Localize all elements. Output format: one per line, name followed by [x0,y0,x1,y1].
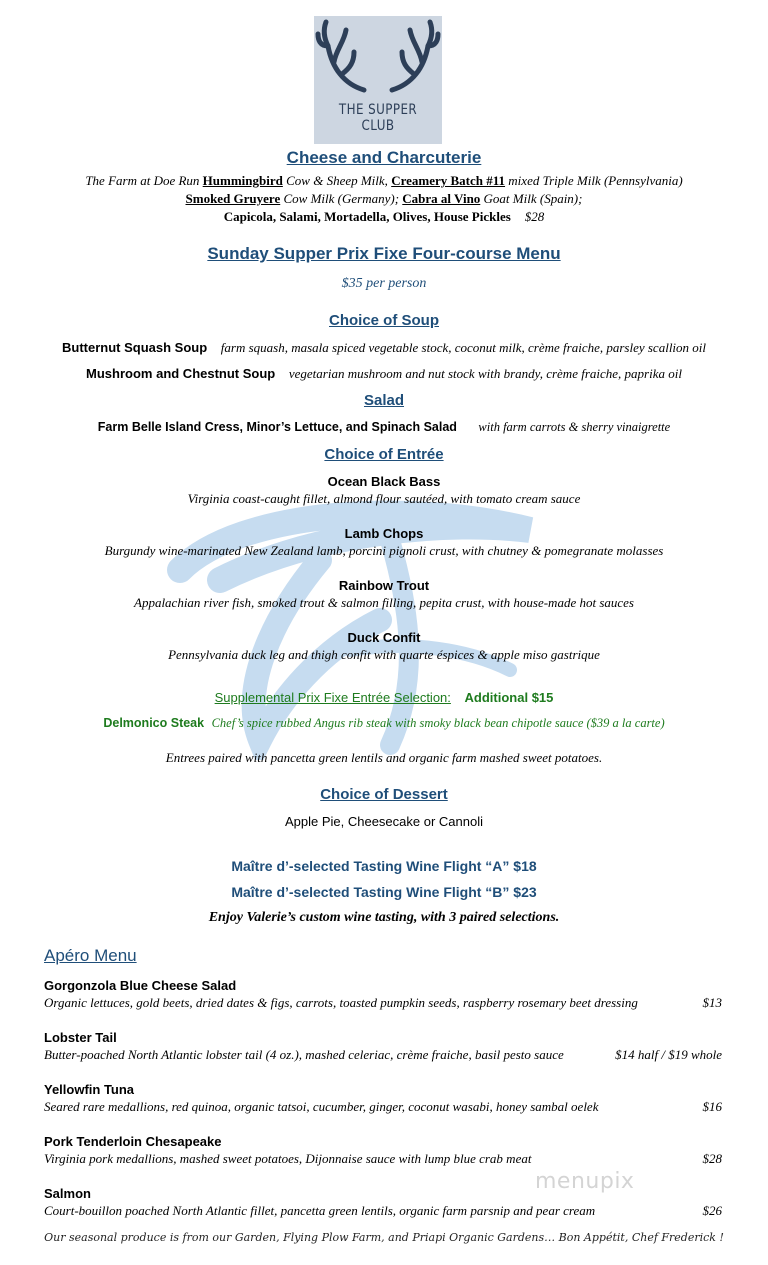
soup-item-desc: farm squash, masala spiced vegetable stock, coconut milk, crème fraiche, parsley scallion oil [220,340,707,355]
salad-heading: Salad [363,392,405,409]
entree-item-name: Ocean Black Bass [327,474,441,489]
apero-item-price: $26 [702,1203,722,1218]
soup-item-desc: vegetarian mushroom and nut stock with brandy, crème fraiche, paprika oil [288,366,682,381]
footer-note: Our seasonal produce is from our Garden, Flying Plow Farm, and Priapi Organic Gardens… Bon Appétit, Chef Frederick ! [44,1231,724,1244]
supplemental-item-desc: Chef’s spice rubbed Angus rib steak with smoky black bean chipotle sauce ($39 a la carte) [211,716,665,730]
cheese-smoked-gruyere: Smoked Gruyere [185,191,281,206]
apero-item-name: Pork Tenderloin Chesapeake [44,1134,222,1149]
apero-item-price: $28 [702,1151,722,1166]
antlers-icon [314,16,442,96]
pairing-note: Entrees paired with pancetta green lentils and organic farm mashed sweet potatoes. [165,750,603,765]
wine-flight-a: Maître d’-selected Tasting Wine Flight “A” $18 [231,858,537,874]
entree-item-desc: Appalachian river fish, smoked trout & salmon filling, pepita crust, with house-made hot sauces [134,595,634,610]
supplemental-item [0,716,768,731]
supplemental-heading: Supplemental Prix Fixe Entrée Selection: Additional $15 [214,690,554,705]
salad-item [0,420,768,435]
cheese-creamery-batch: Creamery Batch #11 [391,173,506,188]
cheese-line-1: The Farm at Doe Run Hummingbird Cow & Sheep Milk, Creamery Batch #11 mixed Triple Milk (Pennsylvania) [85,173,683,188]
wine-flight-b: Maître d’-selected Tasting Wine Flight “B” $23 [231,884,537,900]
apero-heading: Apéro Menu [44,946,137,965]
salad-item-name: Farm Belle Island Cress, Minor’s Lettuce, and Spinach Salad [97,420,457,434]
soup-item [0,366,768,382]
apero-item-name: Gorgonzola Blue Cheese Salad [44,978,237,993]
soup-item [0,340,768,356]
cheese-line-3: Capicola, Salami, Mortadella, Olives, House Pickles $28 [223,209,545,224]
supplemental-item-name: Delmonico Steak [103,716,205,730]
cheese-cabra-al-vino: Cabra al Vino [402,191,481,206]
cheese-heading: Cheese and Charcuterie [286,148,482,167]
apero-item-desc: Virginia pork medallions, mashed sweet potatoes, Dijonnaise sauce with lump blue crab meat [44,1151,532,1166]
entree-item-desc: Virginia coast-caught fillet, almond flour sautéed, with tomato cream sauce [187,491,581,506]
apero-item-desc: Organic lettuces, gold beets, dried dates & figs, carrots, toasted pumpkin seeds, raspberry rosemary beet dressing [44,995,638,1010]
apero-item-price: $16 [702,1099,722,1114]
apero-item-desc: Butter-poached North Atlantic lobster tail (4 oz.), mashed celeriac, crème fraiche, basil pesto sauce [44,1047,564,1062]
apero-item-price: $14 half / $19 whole [615,1047,722,1062]
entree-heading: Choice of Entrée [324,446,444,463]
logo-text: THE SUPPER CLUB [338,102,418,134]
entree-item-name: Lamb Chops [344,526,424,541]
dessert-items: Apple Pie, Cheesecake or Cannoli [284,814,483,829]
cheese-line-2: Smoked Gruyere Cow Milk (Germany); Cabra al Vino Goat Milk (Spain); [185,191,583,206]
soup-item-name: Mushroom and Chestnut Soup [86,366,276,381]
supplemental-extra-price: Additional $15 [464,690,554,705]
soup-heading: Choice of Soup [329,312,439,329]
entree-item-desc: Burgundy wine-marinated New Zealand lamb, porcini pignoli crust, with chutney & pomegranate molasses [104,543,664,558]
apero-item-price: $13 [702,995,722,1010]
entree-item-name: Rainbow Trout [338,578,430,593]
dessert-heading: Choice of Dessert [320,786,448,803]
supper-club-logo [314,16,442,144]
wine-note: Enjoy Valerie’s custom wine tasting, with 3 paired selections. [208,910,560,925]
prix-fixe-price: $35 per person [341,276,427,291]
menupix-watermark: menupix [535,1169,635,1194]
salad-item-desc: with farm carrots & sherry vinaigrette [478,420,671,434]
prix-fixe-heading: Sunday Supper Prix Fixe Four-course Menu [207,244,561,263]
apero-item-desc: Seared rare medallions, red quinoa, organic tatsoi, cucumber, ginger, coconut wasabi, honey sambal oelek [44,1099,599,1114]
entree-item-desc: Pennsylvania duck leg and thigh confit with quarte éspices & apple miso gastrique [168,647,600,662]
cheese-hummingbird: Hummingbird [202,173,283,188]
apero-item-desc: Court-bouillon poached North Atlantic fillet, pancetta green lentils, organic farm parsnip and pear cream [44,1203,596,1218]
apero-item-name: Lobster Tail [44,1030,117,1045]
soup-item-name: Butternut Squash Soup [61,340,208,355]
apero-item-name: Yellowfin Tuna [44,1082,135,1097]
apero-item-name: Salmon [44,1186,91,1201]
cheese-price: $28 [524,209,545,224]
entree-item-name: Duck Confit [347,630,421,645]
